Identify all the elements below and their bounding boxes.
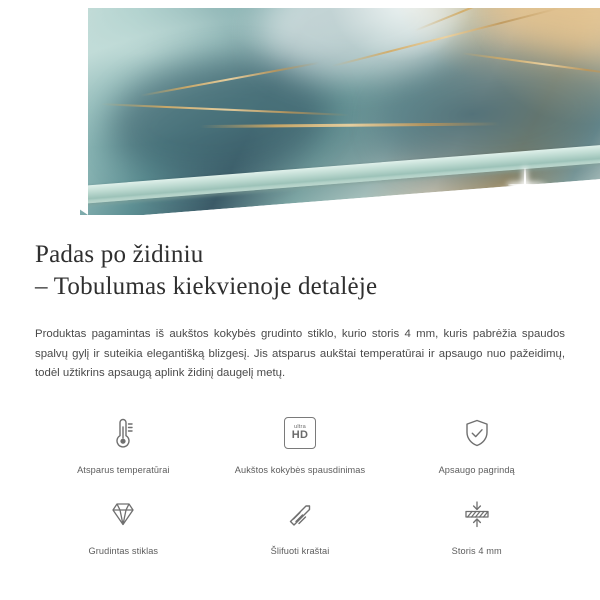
feature-label: Aukštos kokybės spausdinimas (234, 464, 366, 475)
content-area (0, 215, 600, 558)
ultra-hd-badge-bottom: HD (291, 429, 309, 441)
feature-label: Atsparus temperatūrai (77, 464, 170, 475)
feature-item-tempered-glass (35, 491, 212, 558)
shield-check-icon (454, 410, 500, 456)
image-corner-mask (0, 0, 88, 215)
ultra-hd-icon (277, 410, 323, 456)
feature-grid (35, 410, 565, 558)
hero-image (0, 0, 600, 215)
feature-item-polished-edges (212, 491, 389, 558)
page-title (35, 239, 565, 303)
feature-item-print-quality (212, 410, 389, 477)
sparkle-icon (494, 190, 508, 204)
page-title-line-2: – Tobulumas kiekvienoje detalėje (35, 273, 378, 300)
feature-label: Storis 4 mm (451, 545, 502, 556)
feature-label: Šlifuoti kraštai (270, 545, 330, 556)
page-title-line-1: Padas po židiniu (35, 241, 204, 268)
feature-item-surface-protection (388, 410, 565, 477)
feature-label: Apsaugo pagrindą (438, 464, 515, 475)
feature-label: Grudintas stiklas (88, 545, 159, 556)
description-paragraph: Produktas pagamintas iš aukštos kokybės grudinto stiklo, kurio storis 4 mm, kuris pabrėžia spaudos spalvų gylį ir suteikia elegantišką blizgesį. Jis atsparus aukštai temperatūrai ir apsaugo nuo pažeidimų, todėl užtikrins apsaugą aplink židinį daugelį metų. (35, 328, 565, 379)
image-top-mask (0, 0, 600, 8)
sparkle-icon (534, 186, 556, 208)
thickness-icon (454, 491, 500, 537)
diamond-icon (100, 491, 146, 537)
polished-edge-icon (277, 491, 323, 537)
feature-item-temperature-resistant (35, 410, 212, 477)
ultra-hd-badge-top: ultra (294, 424, 306, 430)
thermometer-icon (100, 410, 146, 456)
feature-item-thickness (388, 491, 565, 558)
